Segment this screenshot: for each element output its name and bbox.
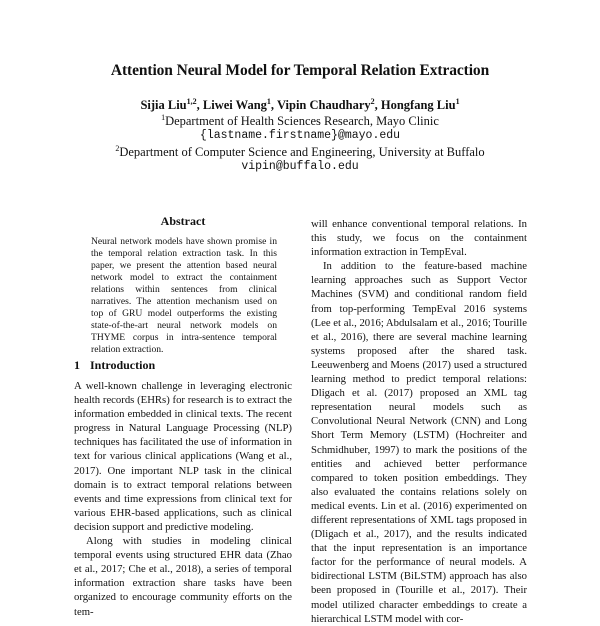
affiliation-2: $^2$Department of Computer Science and Engineering, University at Buffalo <box>115 144 485 160</box>
author: Hongfang Liu$^1$ <box>380 97 460 113</box>
author-list <box>0 97 600 113</box>
intro-paragraph: will enhance conventional temporal relations. In this study, we focus on the containment information extraction in TempEval. <box>311 218 527 259</box>
affiliation-2-email: vipin@buffalo.edu <box>241 160 359 173</box>
abstract-text: Neural network models have shown promise in the temporal relation extraction task. In this paper, we present the attention based neural network model to extract the containment relations within sentences from clinical narratives. The attention mechanism used on top of GRU model outperforms the existing state-of-the-art neural network models on THYME corpus in intra-sentence temporal relation extraction. <box>91 236 277 355</box>
author: Liwei Wang$^1$, <box>202 97 277 113</box>
abstract-heading: Abstract <box>160 214 206 228</box>
left-column <box>74 379 292 619</box>
intro-paragraph: Along with studies in modeling clinical temporal events using structured EHR data (Zhao et al., 2017; Che et al., 2018), a series of temporal information extraction share tasks have been organized to encourage community efforts on the tem- <box>74 535 292 618</box>
author: Sijia Liu$^{1,2}$, <box>140 97 203 113</box>
affiliation-1: $^1$Department of Health Sciences Research, Mayo Clinic <box>161 113 439 129</box>
right-column <box>311 217 527 626</box>
paper-title: Attention Neural Model for Temporal Relation Extraction <box>110 62 490 79</box>
intro-paragraph: In addition to the feature-based machine learning approaches such as Support Vector Machines (SVM) and conditional random field from top-performing TempEval 2016 systems (Lee et al., 2016; Abdulsalam et al., 2016; Tourille et al., 2016), there are several machine learning systems proposed after the shared task. Leeuwenberg and Moens (2017) used a structured learning method to predict temporal relations: Dligach et al. (2017) proposed an XML tag representation neural models such as Convolutional Neural Network (CNN) and Long Short Term Memory (LSTM) (Hochreiter and Schmidhuber, 1997) to mark the positions of the entities and achieved better performance compared to token position embeddings. They also evaluated the contains relations solely on medical events. Lin et al. (2016) experimented on different representations of XML tags proposed in (Dligach et al., 2017), and the results indicated that the input representation is an importance factor for the performance of neural models. A bidirectional LSTM (BiLSTM) approach has also been proposed in (Tourille et al., 2017). Their model utilized character embeddings to create a hierarchical LSTM model with cor- <box>311 260 527 625</box>
intro-paragraph: A well-known challenge in leveraging electronic health records (EHRs) for research is to extract the information embedded in clinical texts. The recent progress in Natural Language Processing (NLP) techniques has facilitated the use of information in text for various clinical applications (Wang et al., 2017). One important NLP task in the clinical domain is to extract temporal relations between events and time expressions from clinical text for various EHR-based applications, such as clinical decision support and predictive modeling. <box>74 380 292 533</box>
author: Vipin Chaudhary$^2$, <box>276 97 381 113</box>
section-heading-introduction: 1 Introduction <box>74 358 156 372</box>
affiliation-1-email: {lastname.firstname}@mayo.edu <box>199 129 401 142</box>
